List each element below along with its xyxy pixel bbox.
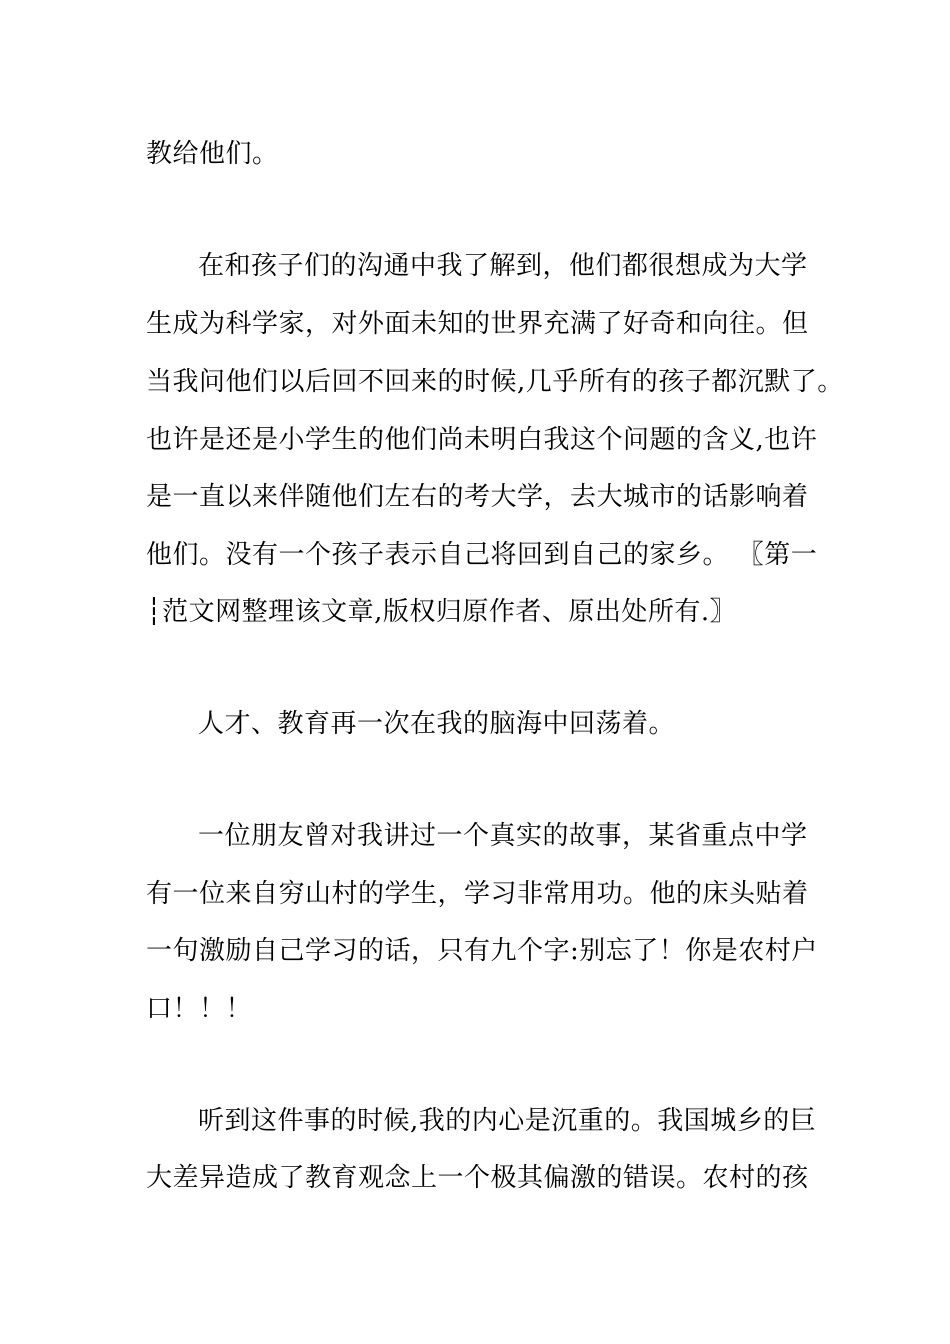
text-line: 口！！！ xyxy=(146,994,253,1024)
text-line: 也许是还是小学生的他们尚未明白我这个问题的含义,也许 xyxy=(146,425,818,455)
text-line: 生成为科学家，对外面未知的世界充满了好奇和向往。但 xyxy=(146,309,809,339)
text-line: 大差异造成了教育观念上一个极其偏激的错误。农村的孩 xyxy=(146,1163,809,1193)
text-line: 有一位来自穷山村的学生，学习非常用功。他的床头贴着 xyxy=(146,879,809,909)
text-line: ┆范文网整理该文章,版权归原作者、原出处所有.〗 xyxy=(146,597,737,627)
text-line: 他们。没有一个孩子表示自己将回到自己的家乡。 〖第一 xyxy=(146,540,818,570)
paragraph-first-line: 人才、教育再一次在我的脑海中回荡着。 xyxy=(198,709,676,739)
text-line: 是一直以来伴随他们左右的考大学，去大城市的话影响着 xyxy=(146,482,809,512)
text-line: 当我问他们以后回不回来的时候,几乎所有的孩子都沉默了。 xyxy=(146,367,844,397)
paragraph-first-line: 在和孩子们的沟通中我了解到，他们都很想成为大学 xyxy=(198,251,808,281)
text-line: 教给他们。 xyxy=(146,139,279,169)
paragraph-first-line: 听到这件事的时候,我的内心是沉重的。我国城乡的巨 xyxy=(198,1106,817,1136)
text-line: 一句激励自己学习的话，只有九个字:别忘了！你是农村户 xyxy=(146,936,818,966)
paragraph-first-line: 一位朋友曾对我讲过一个真实的故事，某省重点中学 xyxy=(198,821,808,851)
